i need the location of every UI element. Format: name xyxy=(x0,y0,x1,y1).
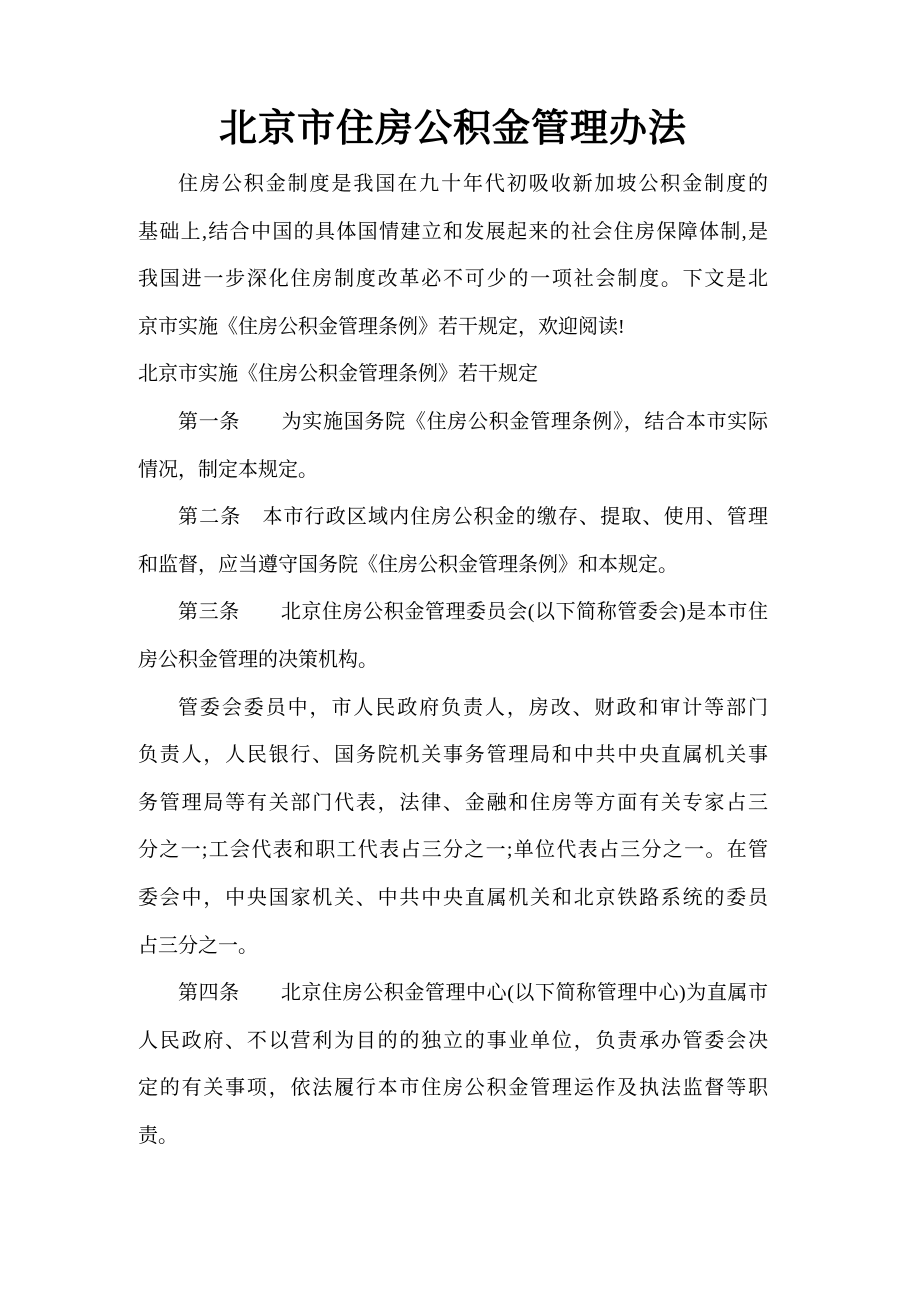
text-line-committee-composition: 分之一;工会代表和职工代表占三分之一;单位代表占三分之一。在管 xyxy=(138,839,768,862)
text-line-intro: 住房公积金制度是我国在九十年代初吸收新加坡公积金制度的 xyxy=(178,173,768,195)
text-line-committee-composition: 管委会委员中，市人民政府负责人，房改、财政和审计等部门 xyxy=(178,696,768,719)
document-body xyxy=(138,161,768,1160)
text-line-article-3: 房公积金管理的决策机构。 xyxy=(138,648,378,671)
text-line-subtitle: 北京市实施《住房公积金管理条例》若干规定 xyxy=(138,363,538,386)
text-line-article-1: 情况，制定本规定。 xyxy=(138,458,318,481)
text-line-intro: 我国进一步深化住房制度改革必不可少的一项社会制度。下文是北 xyxy=(138,268,768,291)
text-line-article-4: 第四条 北京住房公积金管理中心(以下简称管理中心)为直属市 xyxy=(178,982,768,1005)
text-line-intro: 基础上,结合中国的具体国情建立和发展起来的社会住房保障体制,是 xyxy=(138,220,768,243)
text-line-article-1: 第一条 为实施国务院《住房公积金管理条例》，结合本市实际 xyxy=(178,410,768,433)
text-line-intro: 京市实施《住房公积金管理条例》若干规定，欢迎阅读! xyxy=(138,315,625,338)
text-line-article-2: 第二条 本市行政区域内住房公积金的缴存、提取、使用、管理 xyxy=(178,506,768,529)
text-line-article-4: 定的有关事项，依法履行本市住房公积金管理运作及执法监督等职 xyxy=(138,1077,768,1100)
text-line-committee-composition: 务管理局等有关部门代表，法律、金融和住房等方面有关专家占三 xyxy=(138,791,768,814)
text-line-article-2: 和监督，应当遵守国务院《住房公积金管理条例》和本规定。 xyxy=(138,553,678,576)
text-line-committee-composition: 委会中，中央国家机关、中共中央直属机关和北京铁路系统的委员 xyxy=(138,886,768,909)
text-line-article-4: 责。 xyxy=(138,1124,178,1147)
document-title: 北京市住房公积金管理办法 xyxy=(218,108,687,150)
text-line-committee-composition: 占三分之一。 xyxy=(138,934,258,957)
text-line-article-3: 第三条 北京住房公积金管理委员会(以下简称管委会)是本市住 xyxy=(178,601,768,624)
text-line-committee-composition: 负责人，人民银行、国务院机关事务管理局和中共中央直属机关事 xyxy=(138,744,768,767)
text-line-article-4: 人民政府、不以营利为目的的独立的事业单位，负责承办管委会决 xyxy=(138,1029,768,1052)
